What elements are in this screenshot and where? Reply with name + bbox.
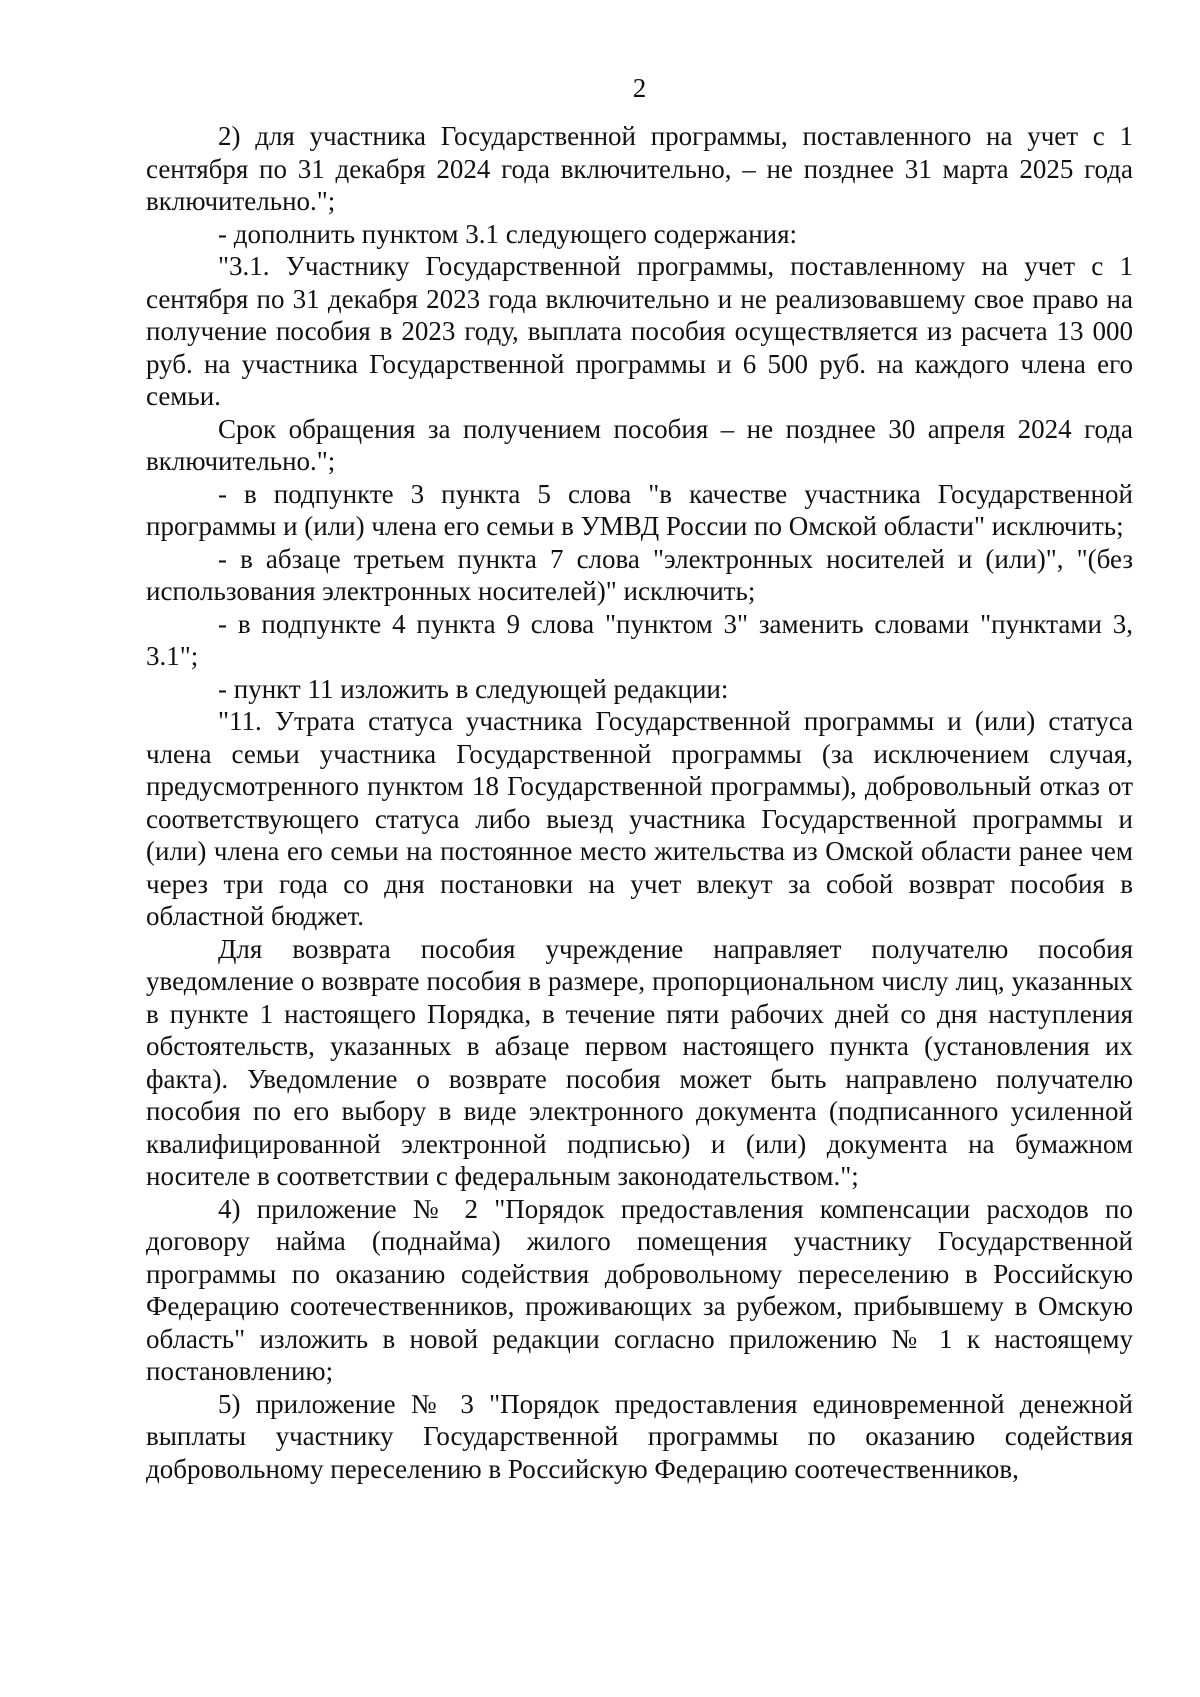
paragraph-restate-point-11: - пункт 11 изложить в следующей редакции:: [218, 673, 729, 704]
page-number: 2: [632, 73, 647, 103]
paragraph-item-2-deadline: 2) для участника Государственной программы, поставленного на учет с 1 сентября по 31 декабря 2024 года включительно, – не позднее 31 марта 2025 года включительно.";: [146, 121, 1133, 216]
paragraph-annex-2: 4) приложение № 2 "Порядок предоставления компенсации расходов по договору найма (поднайма) жилого помещения участнику Государственной программы по оказанию содействия добровольному переселению в Российскую Федерацию соотечественников, проживающих за рубежом, прибывшему в Омскую область" изложить в новой редакции согласно приложению № 1 к настоящему постановлению;: [146, 1193, 1133, 1386]
document-page: [146, 68, 1133, 1485]
paragraph-application-deadline: Срок обращения за получением пособия – не позднее 30 апреля 2024 года включительно.";: [146, 413, 1133, 476]
paragraph-point-11: "11. Утрата статуса участника Государственной программы и (или) статуса члена семьи участника Государственной программы (за исключением случая, предусмотренного пунктом 18 Государственной программы), добровольный отказ от соответствующего статуса либо выезд участника Государственной программы и (или) члена его семьи на постоянное место жительства из Омской области ранее чем через три года со дня постановки на учет влекут за собой возврат пособия в областной бюджет.: [146, 706, 1133, 931]
paragraph-refund-notice: Для возврата пособия учреждение направляет получателю пособия уведомление о возврате пособия в размере, пропорциональном числу лиц, указанных в пункте 1 настоящего Порядка, в течение пяти рабочих дней со дня наступления обстоятельств, указанных в абзаце первом настоящего пункта (установления их факта). Уведомление о возврате пособия может быть направлено получателю пособия по его выбору в виде электронного документа (подписанного усиленной квалифицированной электронной подписью) и (или) документа на бумажном носителе в соответствии с федеральным законодательством.";: [146, 933, 1133, 1191]
paragraph-amend-point-9: - в подпункте 4 пункта 9 слова "пунктом 3" заменить словами "пунктами 3, 3.1";: [146, 608, 1133, 671]
paragraph-amend-point-5: - в подпункте 3 пункта 5 слова "в качестве участника Государственной программы и (или) члена его семьи в УМВД России по Омской области" исключить;: [146, 478, 1133, 541]
paragraph-add-point-3-1: - дополнить пунктом 3.1 следующего содержания:: [218, 218, 798, 249]
paragraph-annex-3: 5) приложение № 3 "Порядок предоставления единовременной денежной выплаты участнику Государственной программы по оказанию содействия добровольному переселению в Российскую Федерацию соотечественников,: [146, 1388, 1133, 1484]
paragraph-point-3-1: "3.1. Участнику Государственной программы, поставленному на учет с 1 сентября по 31 декабря 2023 года включительно и не реализовавшему свое право на получение пособия в 2023 году, выплата пособия осуществляется из расчета 13 000 руб. на участника Государственной программы и 6 500 руб. на каждого члена его семьи.: [146, 251, 1133, 411]
paragraph-amend-point-7: - в абзаце третьем пункта 7 слова "электронных носителей и (или)", "(без использования электронных носителей)" исключить;: [146, 543, 1133, 606]
